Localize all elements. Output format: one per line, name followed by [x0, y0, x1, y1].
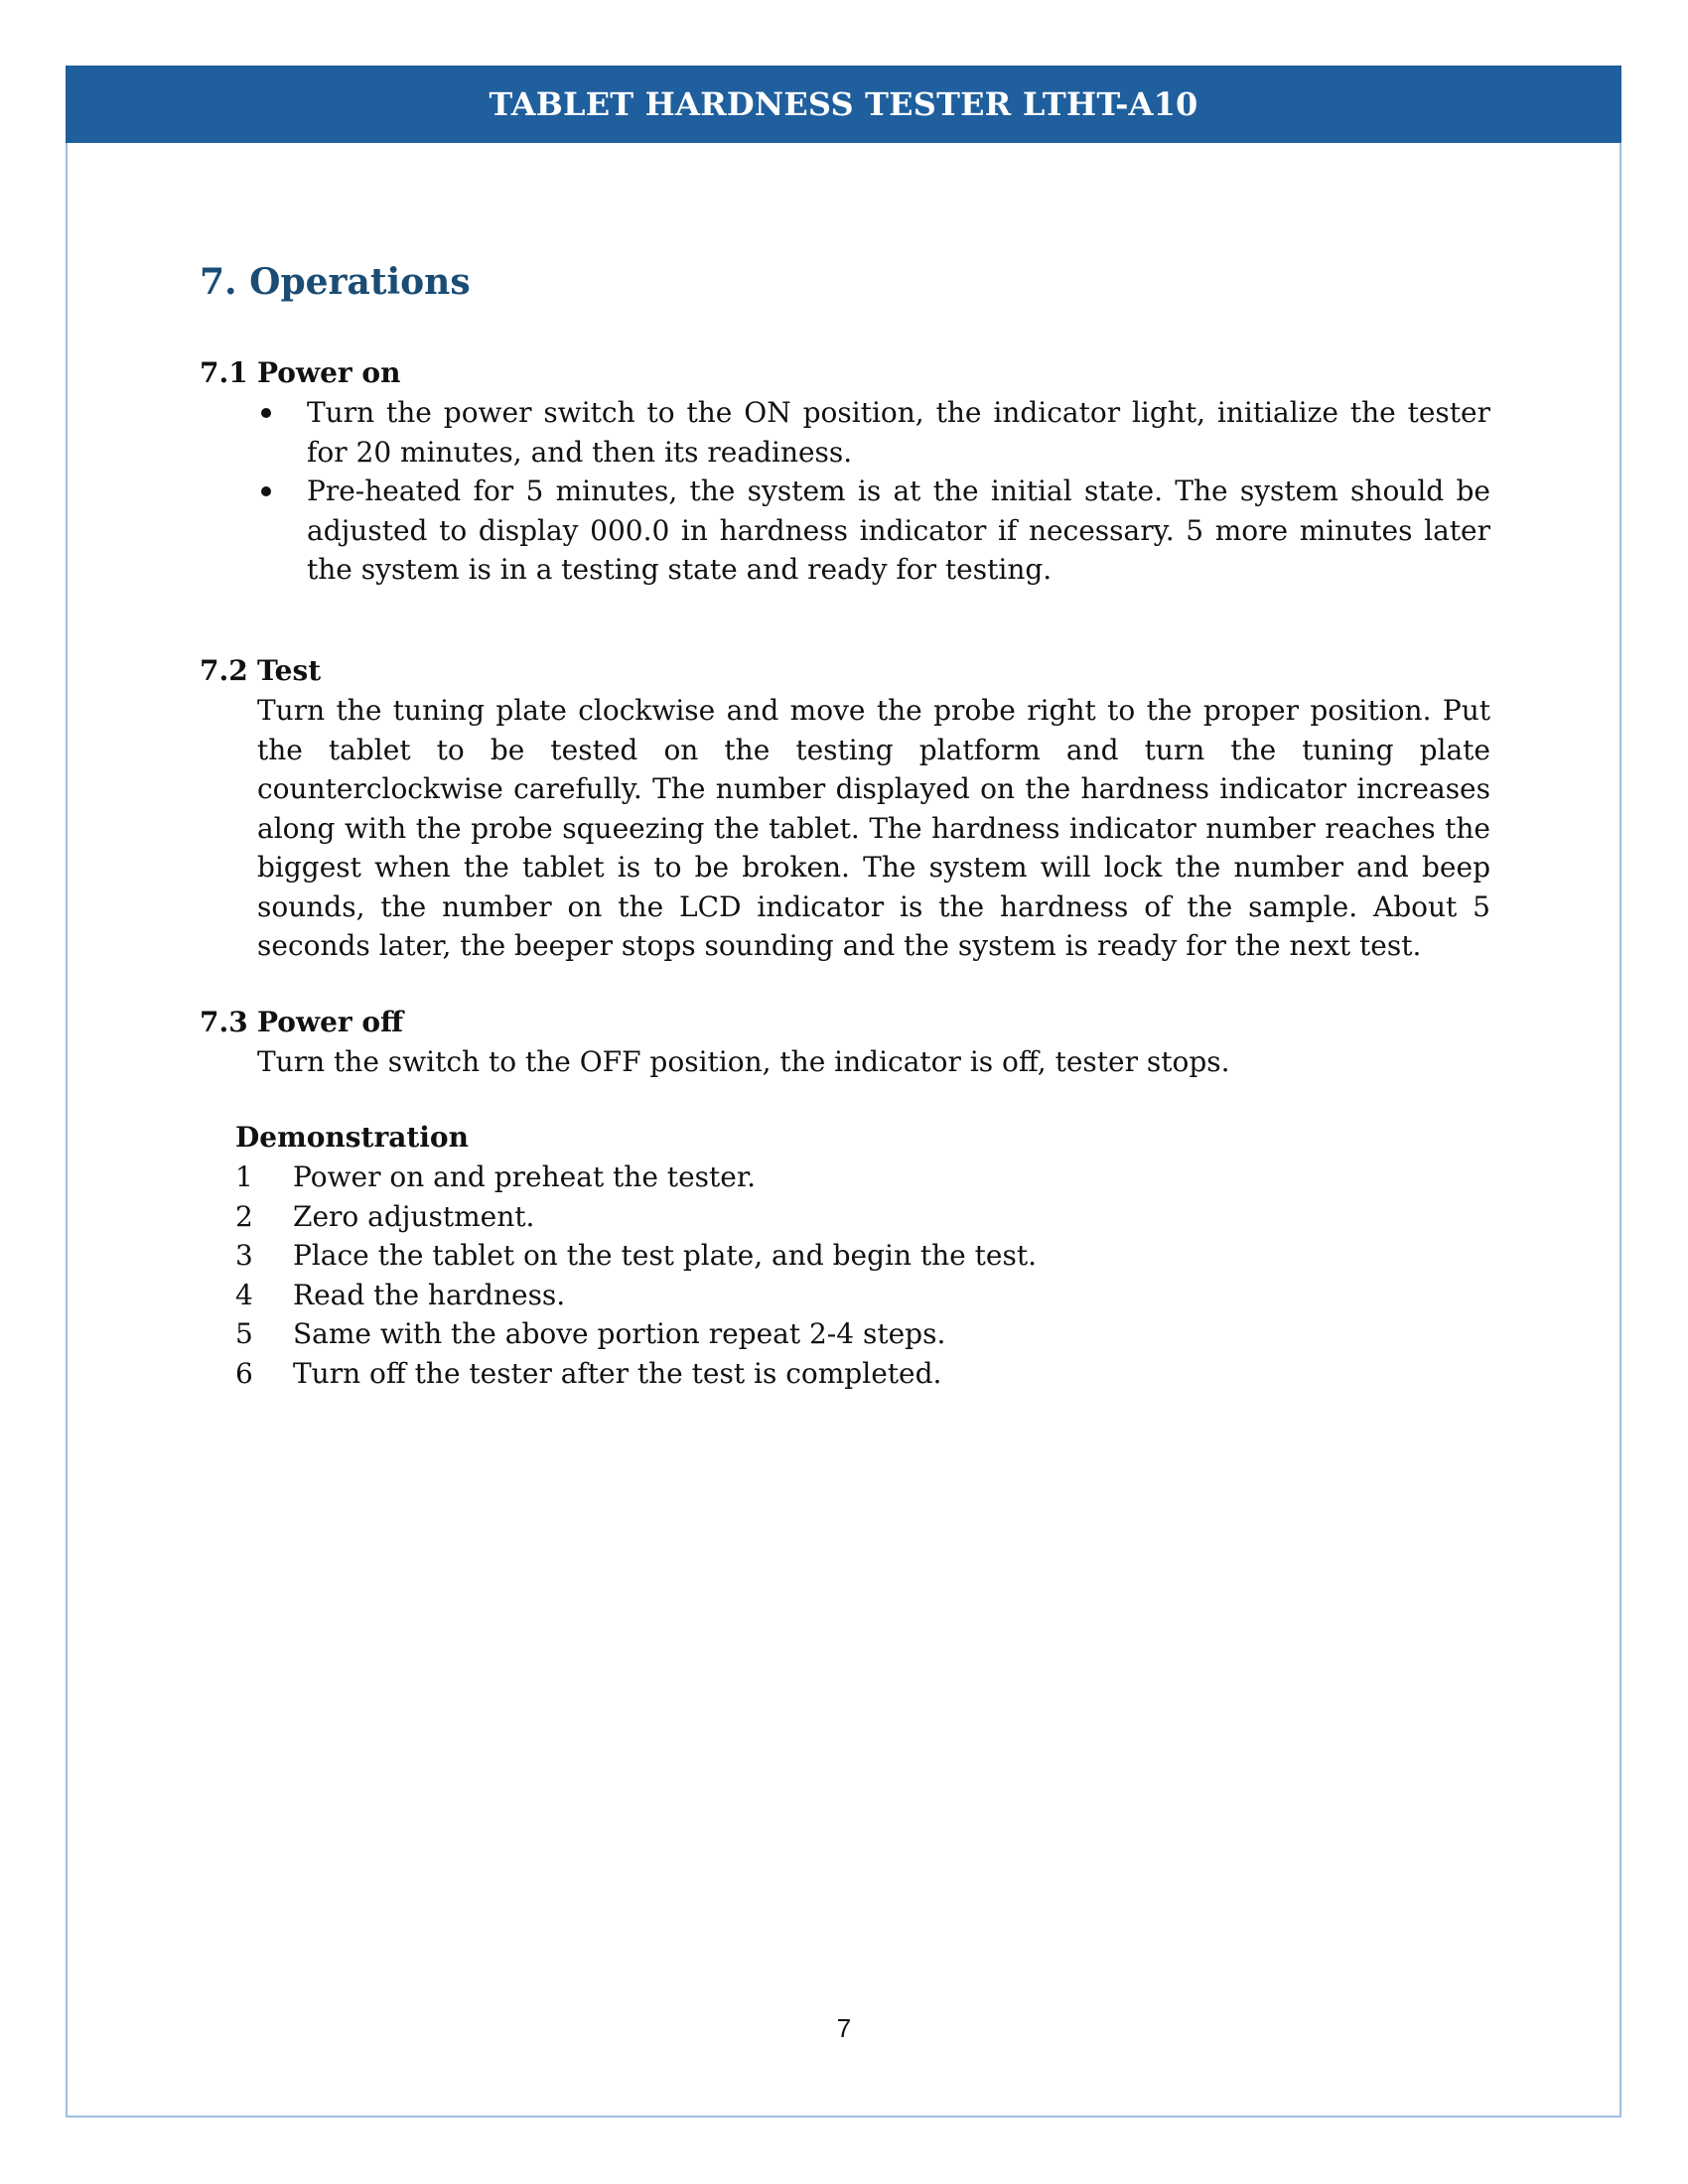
- step-number: 2: [235, 1199, 253, 1233]
- step-item: [235, 1236, 1427, 1276]
- step-number: 1: [235, 1160, 253, 1193]
- step-item: [235, 1276, 1427, 1315]
- subsection-test: [200, 651, 1490, 966]
- demonstration-steps: [235, 1158, 1427, 1393]
- step-number: 5: [235, 1317, 253, 1350]
- step-item: [235, 1354, 1427, 1394]
- subsection-title: Power on: [257, 356, 401, 389]
- subsection-paragraph: Turn the switch to the OFF position, the indicator is off, tester stops.: [257, 1045, 1230, 1078]
- subsection-paragraph: Turn the tuning plate clockwise and move the probe right to the proper position. Put the tablet to be tested on the testing platform and turn the tuning plate counterclockwise carefully. The number displayed on the hardness indicator increases along with the probe squeezing the tablet. The hardness indicator number reaches the biggest when the tablet is to be broken. The system will lock the number and beep sounds, the number on the LCD indicator is the hardness of the sample. About 5 seconds later, the beeper stops sounding and the system is ready for the next test.: [257, 694, 1490, 962]
- subsection-number: 7.3: [200, 1006, 248, 1038]
- section-title: 7. Operations: [200, 261, 471, 303]
- step-number: 3: [235, 1239, 253, 1272]
- subsection-title: Test: [257, 654, 322, 687]
- step-text: Zero adjustment.: [293, 1199, 535, 1233]
- bullet-list: [200, 393, 1490, 590]
- subsection-power-off: [200, 1003, 1490, 1082]
- page-number: 7: [836, 2013, 852, 2043]
- step-item: [235, 1314, 1427, 1354]
- step-text: Same with the above portion repeat 2-4 steps.: [293, 1317, 946, 1350]
- step-item: [235, 1197, 1427, 1237]
- bullet-icon: [261, 408, 271, 418]
- header-title: TABLET HARDNESS TESTER LTHT-A10: [489, 85, 1198, 123]
- demonstration-block: [235, 1118, 1427, 1393]
- step-text: Place the tablet on the test plate, and begin the test.: [293, 1239, 1037, 1272]
- bullet-text: Pre-heated for 5 minutes, the system is at the initial state. The system should be adjusted to display 000.0 in hardness indicator if necessary. 5 more minutes later the system is in a testing state and ready for testing.: [307, 475, 1490, 586]
- subsection-title: Power off: [257, 1006, 404, 1038]
- subsection-power-on: [200, 353, 1490, 590]
- step-item: [235, 1158, 1427, 1197]
- bullet-text: Turn the power switch to the ON position, the indicator light, initialize the tester for 20 minutes, and then its readiness.: [307, 396, 1490, 469]
- bullet-item: [200, 393, 1490, 472]
- step-number: 4: [235, 1278, 253, 1311]
- step-number: 6: [235, 1356, 253, 1390]
- subsection-number: 7.1: [200, 356, 248, 389]
- document-header: [66, 66, 1621, 143]
- page-content: [200, 258, 1490, 1390]
- step-text: Power on and preheat the tester.: [293, 1160, 757, 1193]
- subsection-number: 7.2: [200, 654, 248, 687]
- bullet-icon: [261, 486, 271, 496]
- step-text: Read the hardness.: [293, 1278, 566, 1311]
- subsection-heading: [200, 651, 1490, 691]
- step-text: Turn off the tester after the test is completed.: [293, 1356, 942, 1390]
- subsection-heading: [200, 1003, 1490, 1042]
- demonstration-title: Demonstration: [235, 1121, 469, 1154]
- bullet-item: [200, 472, 1490, 590]
- subsection-heading: [200, 353, 1490, 393]
